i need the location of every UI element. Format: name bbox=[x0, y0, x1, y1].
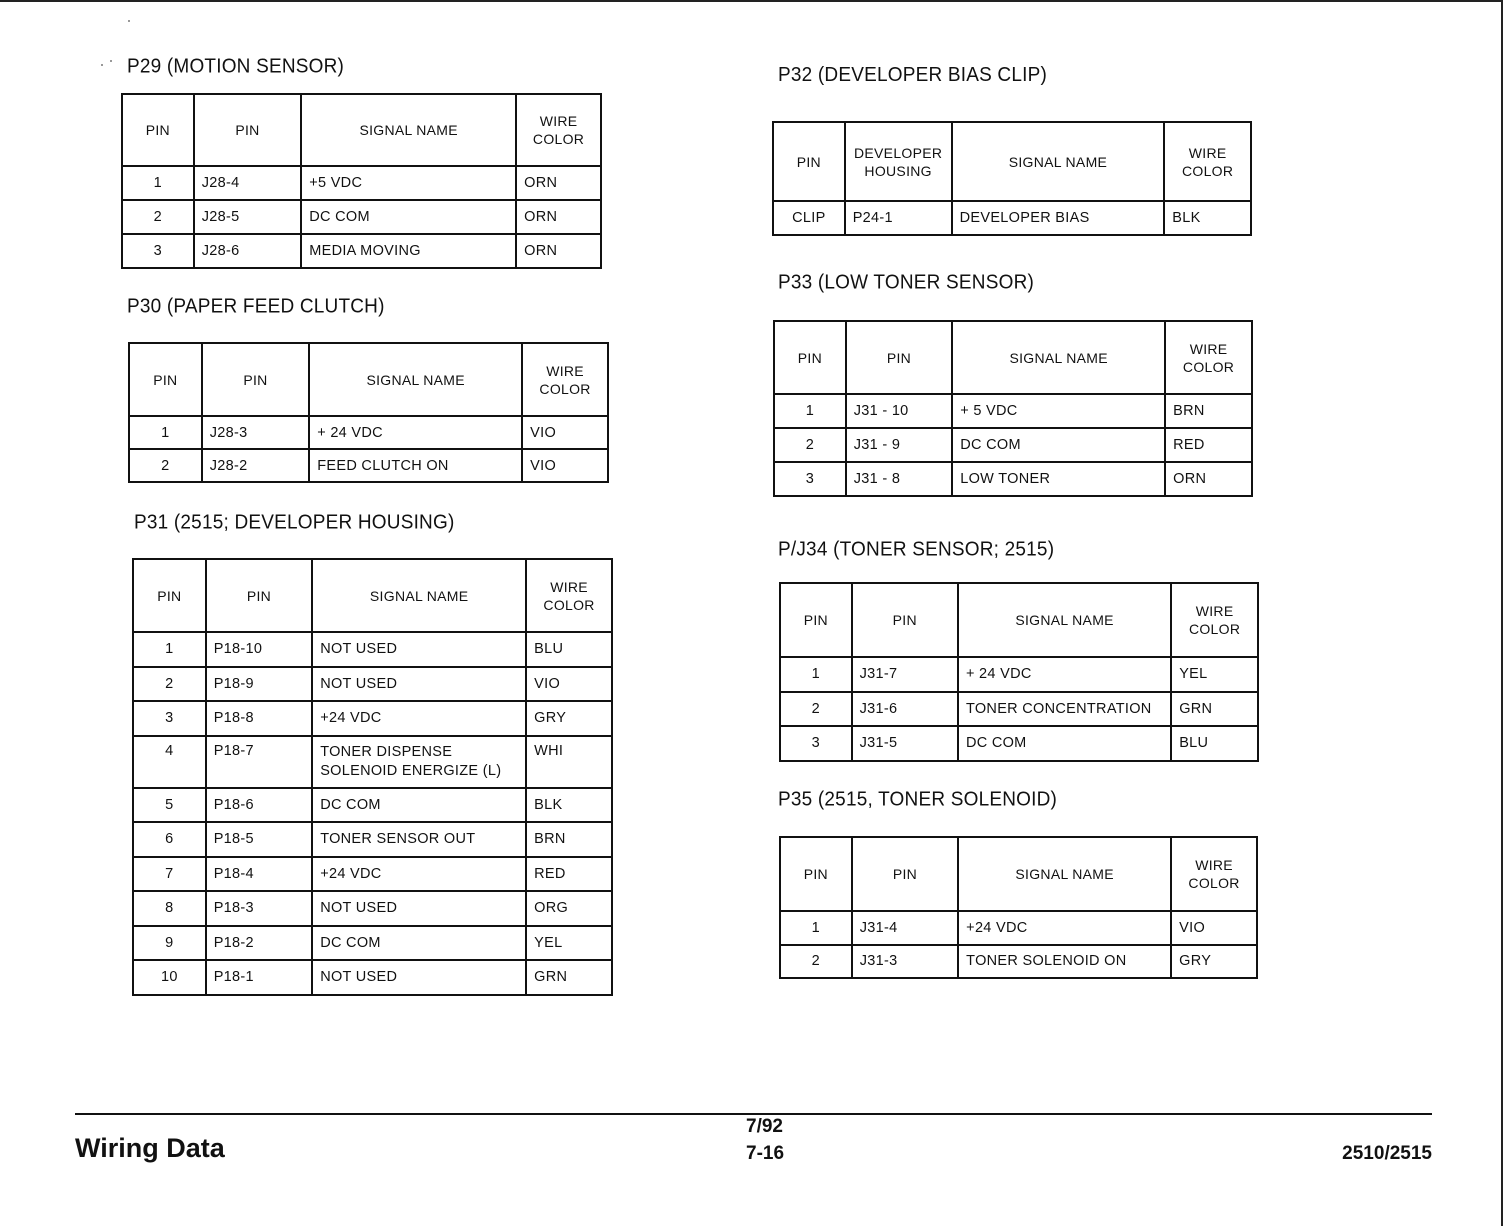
cell-pin: 2 bbox=[780, 692, 852, 727]
cell-wire-color: BLU bbox=[1171, 726, 1258, 761]
cell-connector-pin: P18-7 bbox=[206, 736, 312, 788]
p32-table bbox=[772, 121, 1252, 236]
header-wire-color: WIRE COLOR bbox=[1171, 583, 1258, 657]
table-row bbox=[780, 911, 1257, 945]
cell-pin: 3 bbox=[122, 234, 194, 268]
cell-pin: 2 bbox=[129, 449, 202, 482]
cell-signal-name: + 24 VDC bbox=[309, 416, 522, 449]
header-pin: PIN bbox=[133, 559, 206, 632]
scan-speck bbox=[128, 20, 130, 22]
header-pin: PIN bbox=[852, 583, 958, 657]
table-row bbox=[133, 788, 612, 823]
table-header-row bbox=[780, 583, 1258, 657]
cell-connector-pin: J31-7 bbox=[852, 657, 958, 692]
cell-connector-pin: J28-2 bbox=[202, 449, 310, 482]
header-wire-color: WIRE COLOR bbox=[1165, 321, 1252, 394]
header-pin: PIN bbox=[773, 122, 845, 201]
table-row bbox=[780, 726, 1258, 761]
header-wire-color: WIRE COLOR bbox=[516, 94, 601, 166]
p30-table bbox=[128, 342, 609, 483]
footer-date: 7/92 bbox=[746, 1116, 783, 1137]
cell-pin: 4 bbox=[133, 736, 206, 788]
cell-wire-color: ORN bbox=[516, 234, 601, 268]
header-pin: PIN bbox=[206, 559, 312, 632]
cell-signal-name: TONER SOLENOID ON bbox=[958, 945, 1171, 979]
cell-wire-color: ORN bbox=[516, 200, 601, 234]
cell-pin: 10 bbox=[133, 960, 206, 995]
p31-title: P31 (2515; DEVELOPER HOUSING) bbox=[134, 511, 455, 534]
cell-connector-pin: J31-6 bbox=[852, 692, 958, 727]
cell-signal-name: TONER DISPENSE SOLENOID ENERGIZE (L) bbox=[312, 736, 526, 788]
cell-wire-color: GRN bbox=[1171, 692, 1258, 727]
cell-signal-name: +24 VDC bbox=[312, 857, 526, 892]
cell-signal-name: DC COM bbox=[312, 926, 526, 961]
cell-signal-name: NOT USED bbox=[312, 667, 526, 702]
cell-pin: 2 bbox=[774, 428, 846, 462]
table-row bbox=[133, 667, 612, 702]
cell-connector-pin: J31 - 8 bbox=[846, 462, 952, 496]
cell-connector-pin: J31-5 bbox=[852, 726, 958, 761]
cell-connector-pin: P18-5 bbox=[206, 822, 312, 857]
page-top-border bbox=[0, 0, 1503, 2]
cell-connector-pin: J28-3 bbox=[202, 416, 310, 449]
cell-connector-pin: J31 - 9 bbox=[846, 428, 952, 462]
scan-speck bbox=[110, 60, 112, 62]
header-pin: PIN bbox=[780, 837, 852, 911]
cell-connector-pin: P18-1 bbox=[206, 960, 312, 995]
p34-table bbox=[779, 582, 1259, 762]
cell-pin: CLIP bbox=[773, 201, 845, 235]
p33-title: P33 (LOW TONER SENSOR) bbox=[778, 271, 1035, 294]
table-row bbox=[133, 822, 612, 857]
table-row bbox=[780, 945, 1257, 979]
cell-pin: 1 bbox=[780, 657, 852, 692]
cell-signal-name: +24 VDC bbox=[312, 701, 526, 736]
header-wire-color: WIRE COLOR bbox=[1171, 837, 1257, 911]
p35-title: P35 (2515, TONER SOLENOID) bbox=[778, 788, 1058, 811]
cell-pin: 2 bbox=[122, 200, 194, 234]
cell-pin: 1 bbox=[780, 911, 852, 945]
cell-signal-name: NOT USED bbox=[312, 891, 526, 926]
header-wire-color: WIRE COLOR bbox=[1164, 122, 1251, 201]
table-row bbox=[774, 394, 1252, 428]
cell-wire-color: ORN bbox=[1165, 462, 1252, 496]
p35-table bbox=[779, 836, 1258, 979]
cell-connector-pin: J31-3 bbox=[852, 945, 958, 979]
cell-pin: 3 bbox=[780, 726, 852, 761]
table-row bbox=[129, 416, 608, 449]
table-row bbox=[774, 462, 1252, 496]
cell-signal-name: TONER CONCENTRATION bbox=[958, 692, 1171, 727]
p29-table bbox=[121, 93, 602, 269]
cell-signal-name: FEED CLUTCH ON bbox=[309, 449, 522, 482]
table-row bbox=[122, 166, 601, 200]
cell-signal-name: NOT USED bbox=[312, 960, 526, 995]
cell-wire-color: BLK bbox=[1164, 201, 1251, 235]
cell-pin: 1 bbox=[129, 416, 202, 449]
p34-title: P/J34 (TONER SENSOR; 2515) bbox=[778, 538, 1055, 561]
cell-pin: 3 bbox=[774, 462, 846, 496]
cell-signal-name: +24 VDC bbox=[958, 911, 1171, 945]
cell-connector-pin: P18-9 bbox=[206, 667, 312, 702]
table-header-row bbox=[129, 343, 608, 416]
header-pin: PIN bbox=[122, 94, 194, 166]
cell-wire-color: BLK bbox=[526, 788, 612, 823]
cell-pin: 1 bbox=[774, 394, 846, 428]
header-pin: PIN bbox=[846, 321, 952, 394]
table-header-row bbox=[133, 559, 612, 632]
table-row bbox=[122, 200, 601, 234]
p30-title: P30 (PAPER FEED CLUTCH) bbox=[127, 295, 385, 318]
cell-pin: 1 bbox=[133, 632, 206, 667]
cell-wire-color: ORN bbox=[516, 166, 601, 200]
header-signal-name: SIGNAL NAME bbox=[952, 122, 1165, 201]
table-row bbox=[774, 428, 1252, 462]
cell-pin: 2 bbox=[780, 945, 852, 979]
table-row bbox=[133, 857, 612, 892]
table-row bbox=[133, 632, 612, 667]
cell-signal-name: TONER SENSOR OUT bbox=[312, 822, 526, 857]
cell-signal-name: DEVELOPER BIAS bbox=[952, 201, 1165, 235]
table-header-row bbox=[122, 94, 601, 166]
cell-wire-color: VIO bbox=[522, 449, 608, 482]
cell-signal-name: LOW TONER bbox=[952, 462, 1165, 496]
cell-wire-color: VIO bbox=[526, 667, 612, 702]
cell-wire-color: VIO bbox=[1171, 911, 1257, 945]
header-signal-name: SIGNAL NAME bbox=[301, 94, 516, 166]
table-row bbox=[129, 449, 608, 482]
p32-title: P32 (DEVELOPER BIAS CLIP) bbox=[778, 64, 1047, 87]
table-row bbox=[133, 701, 612, 736]
cell-pin: 3 bbox=[133, 701, 206, 736]
cell-signal-name: DC COM bbox=[312, 788, 526, 823]
cell-signal-name: + 5 VDC bbox=[952, 394, 1165, 428]
cell-signal-name: +5 VDC bbox=[301, 166, 516, 200]
cell-connector-pin: J31-4 bbox=[852, 911, 958, 945]
header-signal-name: SIGNAL NAME bbox=[309, 343, 522, 416]
cell-wire-color: BRN bbox=[1165, 394, 1252, 428]
header-pin: PIN bbox=[774, 321, 846, 394]
cell-signal-name: DC COM bbox=[958, 726, 1171, 761]
header-signal-name: SIGNAL NAME bbox=[952, 321, 1165, 394]
cell-connector-pin: P18-4 bbox=[206, 857, 312, 892]
p31-table bbox=[132, 558, 613, 996]
header-pin: PIN bbox=[194, 94, 302, 166]
footer-model: 2510/2515 bbox=[1342, 1143, 1432, 1164]
header-signal-name: SIGNAL NAME bbox=[312, 559, 526, 632]
footer-rule bbox=[75, 1113, 1432, 1115]
table-header-row bbox=[780, 837, 1257, 911]
cell-pin: 1 bbox=[122, 166, 194, 200]
cell-connector-pin: P18-6 bbox=[206, 788, 312, 823]
cell-pin: 7 bbox=[133, 857, 206, 892]
table-row bbox=[122, 234, 601, 268]
cell-connector-pin: J28-6 bbox=[194, 234, 302, 268]
table-row bbox=[133, 891, 612, 926]
footer-section-title: Wiring Data bbox=[75, 1133, 225, 1163]
cell-connector-pin: J28-4 bbox=[194, 166, 302, 200]
cell-wire-color: GRN bbox=[526, 960, 612, 995]
table-header-row bbox=[773, 122, 1251, 201]
p29-title: P29 (MOTION SENSOR) bbox=[127, 55, 345, 78]
cell-wire-color: YEL bbox=[526, 926, 612, 961]
table-row bbox=[133, 926, 612, 961]
footer-page-number: 7-16 bbox=[746, 1143, 785, 1164]
cell-wire-color: GRY bbox=[1171, 945, 1257, 979]
header-developer-housing: DEVELOPER HOUSING bbox=[845, 122, 952, 201]
cell-wire-color: BLU bbox=[526, 632, 612, 667]
cell-wire-color: RED bbox=[1165, 428, 1252, 462]
cell-signal-name: + 24 VDC bbox=[958, 657, 1171, 692]
cell-wire-color: VIO bbox=[522, 416, 608, 449]
cell-wire-color: BRN bbox=[526, 822, 612, 857]
cell-pin: 6 bbox=[133, 822, 206, 857]
cell-connector-pin: P18-3 bbox=[206, 891, 312, 926]
cell-connector-pin: J31 - 10 bbox=[846, 394, 952, 428]
table-row bbox=[773, 201, 1251, 235]
header-pin: PIN bbox=[780, 583, 852, 657]
cell-pin: 5 bbox=[133, 788, 206, 823]
p33-table bbox=[773, 320, 1253, 497]
header-pin: PIN bbox=[129, 343, 202, 416]
cell-connector-pin: P18-10 bbox=[206, 632, 312, 667]
header-wire-color: WIRE COLOR bbox=[526, 559, 612, 632]
cell-connector-pin: P18-2 bbox=[206, 926, 312, 961]
cell-signal-name: DC COM bbox=[952, 428, 1165, 462]
table-header-row bbox=[774, 321, 1252, 394]
cell-connector-pin: P24-1 bbox=[845, 201, 952, 235]
cell-wire-color: RED bbox=[526, 857, 612, 892]
cell-wire-color: WHI bbox=[526, 736, 612, 788]
header-signal-name: SIGNAL NAME bbox=[958, 837, 1171, 911]
cell-pin: 2 bbox=[133, 667, 206, 702]
table-row bbox=[133, 736, 612, 788]
header-wire-color: WIRE COLOR bbox=[522, 343, 608, 416]
cell-connector-pin: P18-8 bbox=[206, 701, 312, 736]
cell-pin: 9 bbox=[133, 926, 206, 961]
table-row bbox=[780, 692, 1258, 727]
cell-wire-color: GRY bbox=[526, 701, 612, 736]
cell-wire-color: ORG bbox=[526, 891, 612, 926]
cell-wire-color: YEL bbox=[1171, 657, 1258, 692]
header-pin: PIN bbox=[202, 343, 310, 416]
cell-signal-name: MEDIA MOVING bbox=[301, 234, 516, 268]
cell-connector-pin: J28-5 bbox=[194, 200, 302, 234]
cell-pin: 8 bbox=[133, 891, 206, 926]
scan-speck bbox=[101, 64, 103, 66]
header-pin: PIN bbox=[852, 837, 958, 911]
header-signal-name: SIGNAL NAME bbox=[958, 583, 1171, 657]
table-row bbox=[780, 657, 1258, 692]
table-row bbox=[133, 960, 612, 995]
cell-signal-name: NOT USED bbox=[312, 632, 526, 667]
cell-signal-name: DC COM bbox=[301, 200, 516, 234]
